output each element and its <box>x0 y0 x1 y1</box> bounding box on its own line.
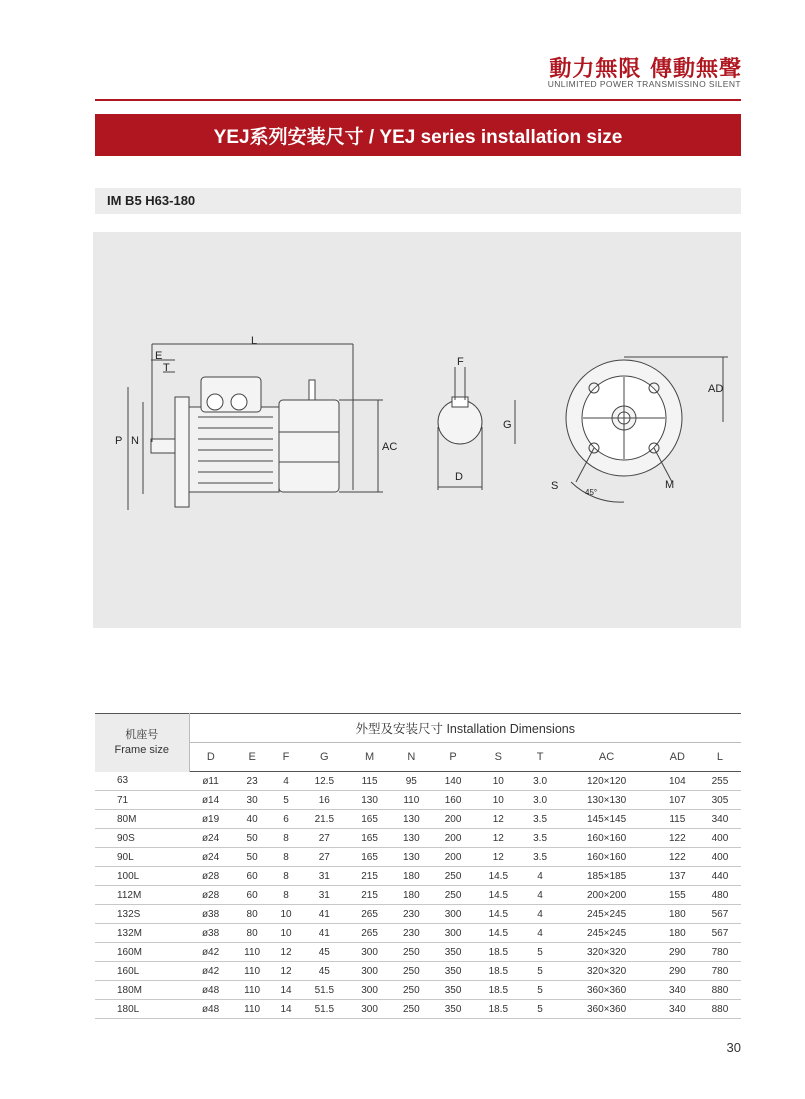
dimension-cell: 14.5 <box>474 886 523 905</box>
dimension-cell: ø48 <box>189 1000 232 1019</box>
table-row <box>95 886 741 905</box>
column-header-l: L <box>699 743 741 772</box>
dimension-cell: 567 <box>699 905 741 924</box>
frame-size-cell: 80M <box>95 810 189 829</box>
dimension-cell: 340 <box>656 1000 699 1019</box>
dimension-cell: ø24 <box>189 829 232 848</box>
dimension-cell: 300 <box>432 905 474 924</box>
subtitle-bar <box>95 188 741 214</box>
dimension-cell: 300 <box>349 943 391 962</box>
dimension-cell: 27 <box>300 829 349 848</box>
table-row <box>95 867 741 886</box>
dimension-cell: 50 <box>232 829 272 848</box>
dimension-cell: 350 <box>432 981 474 1000</box>
dimension-cell: 40 <box>232 810 272 829</box>
dimension-cell: 165 <box>349 848 391 867</box>
table-row <box>95 810 741 829</box>
dimension-cell: 12.5 <box>300 772 349 791</box>
column-header-n: N <box>390 743 432 772</box>
dimension-cell: 31 <box>300 867 349 886</box>
dim-label-T: T <box>163 362 170 374</box>
dimension-cell: 27 <box>300 848 349 867</box>
dim-label-M: M <box>665 479 675 491</box>
dim-label-N: N <box>131 435 139 447</box>
dimension-cell: 12 <box>474 810 523 829</box>
frame-size-cell: 180M <box>95 981 189 1000</box>
frame-size-cell: 63 <box>95 772 189 791</box>
table-row <box>95 981 741 1000</box>
dimension-cell: 31 <box>300 886 349 905</box>
dimension-cell: 12 <box>272 962 300 981</box>
dimension-cell: 250 <box>432 867 474 886</box>
dimension-cell: 160 <box>432 791 474 810</box>
installation-dimensions-table <box>95 713 741 1019</box>
page-number: 30 <box>726 1040 741 1055</box>
dimensions-table-wrapper <box>95 713 741 1019</box>
column-header-row <box>95 743 741 772</box>
dimension-cell: ø42 <box>189 943 232 962</box>
dim-label-G: G <box>503 419 512 431</box>
dimension-cell: 880 <box>699 1000 741 1019</box>
dimension-cell: 80 <box>232 924 272 943</box>
table-row <box>95 905 741 924</box>
table-row <box>95 943 741 962</box>
dimension-cell: 340 <box>656 981 699 1000</box>
frame-size-cell: 180L <box>95 1000 189 1019</box>
dimension-cell: 41 <box>300 905 349 924</box>
dimension-cell: 110 <box>232 962 272 981</box>
dimension-cell: 165 <box>349 829 391 848</box>
motor-dimension-drawing <box>93 232 741 628</box>
table-row <box>95 772 741 791</box>
dimension-cell: 5 <box>523 943 558 962</box>
dimension-cell: 10 <box>474 772 523 791</box>
dimension-cell: 130 <box>390 829 432 848</box>
dimension-cell: 14.5 <box>474 905 523 924</box>
dimension-cell: 45 <box>300 962 349 981</box>
dimension-cell: ø11 <box>189 772 232 791</box>
dimension-cell: ø38 <box>189 905 232 924</box>
dimension-cell: 250 <box>390 1000 432 1019</box>
dimension-cell: 45 <box>300 943 349 962</box>
banner-title: YEJ系列安装尺寸 / YEJ series installation size <box>213 126 623 148</box>
dimension-cell: 110 <box>390 791 432 810</box>
dimension-cell: 215 <box>349 886 391 905</box>
column-header-p: P <box>432 743 474 772</box>
dimension-cell: 3.0 <box>523 791 558 810</box>
dim-label-F: F <box>457 356 464 368</box>
dimension-cell: 110 <box>232 981 272 1000</box>
dimension-cell: 41 <box>300 924 349 943</box>
dimension-cell: 23 <box>232 772 272 791</box>
dimension-cell: 122 <box>656 848 699 867</box>
dimension-cell: 12 <box>272 943 300 962</box>
dimension-cell: 51.5 <box>300 1000 349 1019</box>
dimension-cell: 60 <box>232 867 272 886</box>
dimension-cell: 160×160 <box>557 848 655 867</box>
dimension-cell: 10 <box>474 791 523 810</box>
table-row <box>95 848 741 867</box>
dimension-cell: 185×185 <box>557 867 655 886</box>
dimension-cell: 360×360 <box>557 981 655 1000</box>
dimension-cell: 320×320 <box>557 943 655 962</box>
brand-slogan: 動力無限 傳動無聲 <box>549 56 742 82</box>
dimension-cell: 104 <box>656 772 699 791</box>
frame-size-cell: 132M <box>95 924 189 943</box>
dimension-cell: 18.5 <box>474 1000 523 1019</box>
dimension-cell: 340 <box>699 810 741 829</box>
dim-label-angle: 45° <box>585 488 598 497</box>
column-header-d: D <box>189 743 232 772</box>
column-header-f: F <box>272 743 300 772</box>
column-header-m: M <box>349 743 391 772</box>
dimension-cell: 480 <box>699 886 741 905</box>
dimension-cell: 3.5 <box>523 848 558 867</box>
dimension-cell: 130 <box>390 810 432 829</box>
frame-size-cell: 112M <box>95 886 189 905</box>
dimension-cell: 300 <box>432 924 474 943</box>
dimension-cell: ø38 <box>189 924 232 943</box>
dimension-cell: 780 <box>699 962 741 981</box>
dim-label-D: D <box>455 471 463 483</box>
dimension-cell: 200 <box>432 810 474 829</box>
dimension-cell: 5 <box>523 962 558 981</box>
dimension-cell: 250 <box>390 981 432 1000</box>
dimension-cell: 110 <box>232 1000 272 1019</box>
frame-size-cell: 132S <box>95 905 189 924</box>
dimension-cell: ø28 <box>189 886 232 905</box>
installation-dimensions-header: 外型及安装尺寸 Installation Dimensions <box>189 714 741 743</box>
dimension-cell: 115 <box>656 810 699 829</box>
dimension-cell: 245×245 <box>557 905 655 924</box>
table-row <box>95 829 741 848</box>
dimension-cell: 3.0 <box>523 772 558 791</box>
dim-label-E: E <box>155 350 163 362</box>
dimension-cell: 265 <box>349 924 391 943</box>
dimension-cell: 4 <box>523 924 558 943</box>
dimension-cell: 440 <box>699 867 741 886</box>
table-row <box>95 962 741 981</box>
dimension-cell: 160×160 <box>557 829 655 848</box>
table-row <box>95 924 741 943</box>
dimension-cell: 165 <box>349 810 391 829</box>
dimension-cell: 350 <box>432 1000 474 1019</box>
dimension-cell: 3.5 <box>523 810 558 829</box>
dimension-cell: 18.5 <box>474 981 523 1000</box>
dimension-cell: ø24 <box>189 848 232 867</box>
dimension-cell: ø28 <box>189 867 232 886</box>
dimension-cell: 122 <box>656 829 699 848</box>
table-body <box>95 772 741 1019</box>
dimension-cell: 4 <box>272 772 300 791</box>
dimension-cell: 8 <box>272 848 300 867</box>
technical-drawing-panel <box>93 232 741 628</box>
dimension-cell: 145×145 <box>557 810 655 829</box>
dimension-cell: 140 <box>432 772 474 791</box>
dimension-cell: 10 <box>272 924 300 943</box>
dimension-cell: 137 <box>656 867 699 886</box>
dimension-cell: 14 <box>272 1000 300 1019</box>
frame-size-cell: 160M <box>95 943 189 962</box>
dimension-cell: 30 <box>232 791 272 810</box>
frame-size-header-en: Frame size <box>114 743 169 756</box>
frame-size-header <box>95 714 189 772</box>
dimension-cell: 18.5 <box>474 943 523 962</box>
dimension-cell: 300 <box>349 962 391 981</box>
dimension-cell: ø42 <box>189 962 232 981</box>
dimension-cell: 200×200 <box>557 886 655 905</box>
dimension-cell: 215 <box>349 867 391 886</box>
dimension-cell: 3.5 <box>523 829 558 848</box>
dimension-cell: 5 <box>272 791 300 810</box>
dimension-cell: 300 <box>349 1000 391 1019</box>
dimension-cell: 200 <box>432 829 474 848</box>
dimension-cell: 360×360 <box>557 1000 655 1019</box>
dimension-cell: 155 <box>656 886 699 905</box>
dimension-cell: 265 <box>349 905 391 924</box>
frame-size-header-cn: 机座号 <box>125 728 159 741</box>
dim-label-AC: AC <box>382 441 398 453</box>
dimension-cell: 130 <box>390 848 432 867</box>
dimension-cell: 290 <box>656 962 699 981</box>
dimension-cell: 180 <box>390 867 432 886</box>
dimension-cell: 8 <box>272 829 300 848</box>
shaft <box>151 439 175 453</box>
column-header-ad: AD <box>656 743 699 772</box>
dimension-cell: 51.5 <box>300 981 349 1000</box>
column-header-s: S <box>474 743 523 772</box>
dimension-cell: 8 <box>272 886 300 905</box>
column-header-t: T <box>523 743 558 772</box>
dimension-cell: 10 <box>272 905 300 924</box>
dimension-cell: 230 <box>390 924 432 943</box>
dimension-cell: 245×245 <box>557 924 655 943</box>
dimension-cell: 320×320 <box>557 962 655 981</box>
dimension-cell: 567 <box>699 924 741 943</box>
dimension-cell: ø19 <box>189 810 232 829</box>
dimension-cell: 130×130 <box>557 791 655 810</box>
dimension-cell: 180 <box>390 886 432 905</box>
dimension-cell: ø14 <box>189 791 232 810</box>
frame-size-cell: 90L <box>95 848 189 867</box>
header-divider <box>95 99 741 101</box>
dimension-cell: 50 <box>232 848 272 867</box>
dimension-cell: 12 <box>474 829 523 848</box>
dimension-cell: 115 <box>349 772 391 791</box>
dimension-cell: 200 <box>432 848 474 867</box>
dimension-cell: 110 <box>232 943 272 962</box>
dimension-cell: 14.5 <box>474 867 523 886</box>
dim-label-P: P <box>115 435 123 447</box>
frame-size-cell: 71 <box>95 791 189 810</box>
dimension-cell: 14 <box>272 981 300 1000</box>
dimension-cell: 400 <box>699 848 741 867</box>
flange-plate <box>175 397 189 507</box>
dimension-cell: 5 <box>523 981 558 1000</box>
dimension-cell: 230 <box>390 905 432 924</box>
dimension-cell: 95 <box>390 772 432 791</box>
brand-tagline: UNLIMITED POWER TRANSMISSINO SILENT <box>547 79 741 89</box>
dimension-cell: 6 <box>272 810 300 829</box>
dimension-cell: 107 <box>656 791 699 810</box>
dimension-cell: 250 <box>432 886 474 905</box>
brake-housing <box>279 400 339 492</box>
dimension-cell: 880 <box>699 981 741 1000</box>
dimension-cell: 14.5 <box>474 924 523 943</box>
dimension-cell: 12 <box>474 848 523 867</box>
dimension-cell: 250 <box>390 943 432 962</box>
frame-size-cell: 160L <box>95 962 189 981</box>
dimension-cell: 60 <box>232 886 272 905</box>
dimension-cell: 80 <box>232 905 272 924</box>
dimension-cell: 250 <box>390 962 432 981</box>
dimension-cell: 18.5 <box>474 962 523 981</box>
dimension-cell: 16 <box>300 791 349 810</box>
brake-lever <box>309 380 315 400</box>
frame-size-cell: 90S <box>95 829 189 848</box>
column-header-e: E <box>232 743 272 772</box>
dimension-cell: 4 <box>523 867 558 886</box>
dim-label-L: L <box>251 335 258 347</box>
frame-size-cell: 100L <box>95 867 189 886</box>
dimension-cell: 780 <box>699 943 741 962</box>
dimension-cell: 180 <box>656 924 699 943</box>
dimension-cell: 5 <box>523 1000 558 1019</box>
dimension-cell: 290 <box>656 943 699 962</box>
dimension-cell: 255 <box>699 772 741 791</box>
section-banner <box>95 114 741 156</box>
dimension-cell: 350 <box>432 962 474 981</box>
table-row <box>95 1000 741 1019</box>
dimension-cell: 4 <box>523 886 558 905</box>
dimension-cell: 180 <box>656 905 699 924</box>
column-header-g: G <box>300 743 349 772</box>
table-row <box>95 791 741 810</box>
dimension-cell: ø48 <box>189 981 232 1000</box>
mount-type-subtitle: IM B5 H63-180 <box>107 193 196 208</box>
column-header-ac: AC <box>557 743 655 772</box>
dimension-cell: 4 <box>523 905 558 924</box>
dim-label-AD: AD <box>708 383 724 395</box>
dimension-cell: 350 <box>432 943 474 962</box>
dimension-cell: 21.5 <box>300 810 349 829</box>
dimension-cell: 305 <box>699 791 741 810</box>
dim-label-S: S <box>551 480 559 492</box>
dimension-cell: 300 <box>349 981 391 1000</box>
dimension-cell: 8 <box>272 867 300 886</box>
dimension-cell: 130 <box>349 791 391 810</box>
dimension-cell: 400 <box>699 829 741 848</box>
dimension-cell: 120×120 <box>557 772 655 791</box>
